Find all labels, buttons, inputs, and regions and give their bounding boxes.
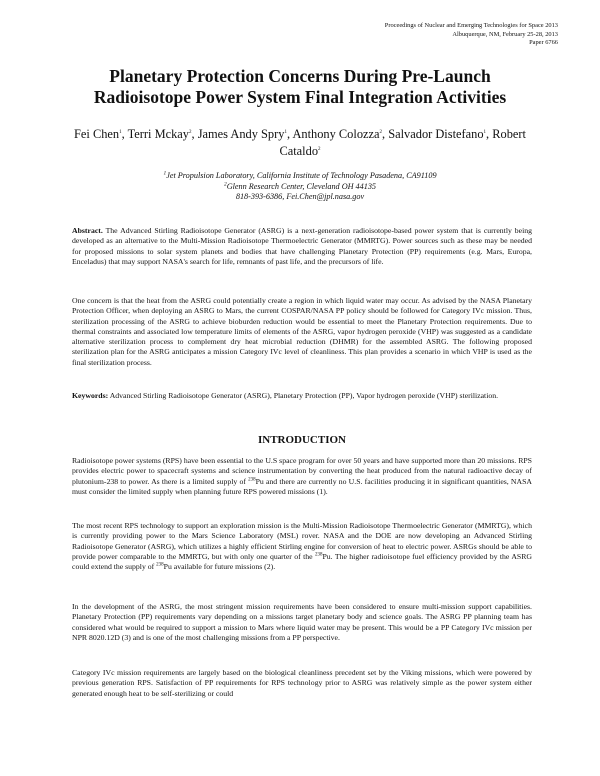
author-name: Fei Chen xyxy=(74,127,120,141)
affiliations xyxy=(60,171,540,203)
affiliation-2: $^2$Glenn Research Center, Cleveland OH 44135 xyxy=(223,180,377,191)
affiliation-mark: 2 xyxy=(318,146,321,152)
intro-paragraph-3: In the development of the ASRG, the most stringent mission requirements have been considered to ensure multi-mission support capabilities. Planetary Protection (PP) requirements vary depending on a missions target planetary body and science goals. The ASRG PP planning team has considered what would be required to support a mission to Mars where liquid water may be present. This would be a PP Category IVc mission per NPR 8020.12D (3) and is one of the most challenging missions from a PP perspective. xyxy=(72,602,532,642)
intro-paragraph-1: Radioisotope power systems (RPS) have been essential to the U.S space program for over 50 years and have supported more than 20 missions. RPS provides electric power to spacecraft systems and science instrumentation by converting the heat produced from the natural radioactive decay of plutonium-238 to power. As there is a limited supply of $^{238}$Pu and there are currently no U.S. facilities producing it in significant quantities, NASA must consider the limited supply when planning future RPS powered missions (1). xyxy=(72,456,533,496)
intro-paragraph-4: Category IVc mission requirements are largely based on the biological cleanliness precedent set by the Viking missions, which were powered by previous generation RPS. Satisfaction of PP requirements for RPS technology prior to ASRG was relatively simple as the power system either generated enough heat to be self-sterilizing or could xyxy=(72,668,532,698)
conference-location: Albuquerque, NM, February 25-28, 2013 xyxy=(452,30,558,38)
contact-info: 818-393-6386, Fei.Chen@jpl.nasa.gov xyxy=(235,192,365,202)
abstract-paragraph-2: One concern is that the heat from the ASRG could potentially create a region in which liquid water may occur. As advised by the NASA Planetary Protection Officer, when deploying an ASRG to Mars, the current COSPAR/NASA PP policy should be followed for Category IVc mission. Thus, sterilization processing of the ASRG to achieve bioburden reduction would be essential to meet the Planetary Protection requirements. Due to thermal constraints and associated low temperature limits of elements of the ASRG, vapor hydrogen peroxide (VHP) was suggested as a candidate alternative sterilization process to complement dry heat microbial reduction (DHMR) for the assembled ASRG. The following proposed sterilization plan for the ASRG anticipates a mission Category IVc level of cleanliness. This plan provides a scenario in which VHP is used as the final sterilization process. xyxy=(72,296,532,367)
paper-number: Paper 6766 xyxy=(529,39,558,47)
affiliation-mark: 2 xyxy=(189,129,192,135)
author-name: Salvador Distefano xyxy=(388,127,484,141)
affiliation-mark: 1 xyxy=(119,129,122,135)
conference-name: Proceedings of Nuclear and Emerging Technologies for Space 2013 xyxy=(384,22,558,29)
affiliation-mark: 2 xyxy=(379,129,383,135)
paper-title xyxy=(40,66,560,108)
section-heading-introduction: INTRODUCTION xyxy=(257,434,346,446)
author-name: Robert Cataldo xyxy=(279,127,526,158)
keywords: Keywords: Advanced Stirling Radioisotope Generator (ASRG), Planetary Protection (PP), Vapor hydrogen peroxide (VHP) sterilization. xyxy=(72,391,499,400)
author-name: Terri Mckay xyxy=(127,127,189,141)
abstract-label: Abstract. xyxy=(72,226,103,235)
affiliation-mark: 1 xyxy=(483,129,487,135)
title-line-2: Radioisotope Power System Final Integration Activities xyxy=(93,87,507,107)
keywords-label: Keywords: xyxy=(72,391,109,400)
abstract-paragraph-1: Abstract. The Advanced Stirling Radioisotope Generator (ASRG) is a next-generation radioisotope-based power system that is currently being developed as an alternative to the Multi-Mission Radioisotope Thermoelectric Generator (MMRTG). Power sources such as these may be needed for proposed missions to solar system planets and bodies that have challenging Planetary Protection (PP) requirements (e.g. Mars, Europa, Enceladus) that may support NASA's search for life, remnants of past life, and the precursors of life. xyxy=(72,226,532,266)
affiliation-mark: 1 xyxy=(284,129,287,135)
affiliation-1: $^1$Jet Propulsion Laboratory, California Institute of Technology Pasadena, CA91109 xyxy=(163,170,437,180)
intro-paragraph-2: The most recent RPS technology to support an exploration mission is the Multi-Mission Radioisotope Thermoelectric Generator (MMRTG), which is currently providing power to the Mars Science Laboratory (MSL) rover. NASA and the DOE are now developing an Advanced Stirling Radioisotope Generator (ASRG), which utilizes a highly efficient Stirling engine for conversion of heat to electric power. ASRGs should be able to provide power comparable to the MMRTG, but with only one quarter of the $^{238}$Pu. The higher radioisotope fuel efficiency provided by the ASRG could extend the supply of $^{238}$Pu available for future missions (2). xyxy=(72,521,532,572)
author-name: Anthony Colozza xyxy=(292,127,380,141)
title-line-1: Planetary Protection Concerns During Pre-Launch xyxy=(109,66,491,86)
author-name: James Andy Spry xyxy=(197,127,285,141)
author-list: Fei Chen$^1$, Terri Mckay$^2$, James Andy Spry$^1$, Anthony Colozza$^2$, Salvador Distefano$^1$, Robert Cataldo$^2$ xyxy=(74,127,526,158)
running-header xyxy=(385,22,558,48)
